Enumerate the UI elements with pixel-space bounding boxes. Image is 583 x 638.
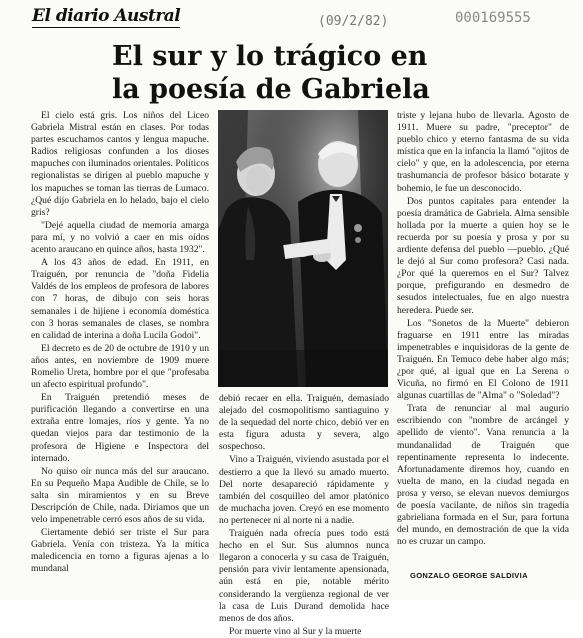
paragraph: debió recaer en ella. Traiguén, demasiado alejado del cosmopolitismo santiaguino y de la sequedad del norte chico, debió ver en esta figura adusta y severa, algo sospechoso.	[219, 393, 389, 453]
paragraph: Dos puntos capitales para entender la poesía dramática de Gabriela. Alma sensible hollada por la muerte a quien hoy se le recuerda por su poesía y prosa y por su ardiente defensa del pueblo —pueblo. ¿Qué le dejó al Sur como profesora? Casi nada. ¿Por qué la queremos en el Sur? Talvez porque, prefigurando en desmedro de sesudos intelectuales, fue en algo nuestra heredera. Puede ser.	[397, 195, 569, 316]
handwritten-archive-code: 000169555	[455, 10, 531, 26]
article-headline: El sur y lo trágico en la poesía de Gabriela	[112, 41, 430, 105]
paragraph: Ciertamente debió ser triste el Sur para Gabriela. Venía con tristeza. Ya la mítica maledicencia en torno a figuras ajenas a lo mundanal	[31, 527, 209, 575]
paragraph: En Traiguén pretendió meses de purificación llegando a convertirse en una extraña entre lomajes, ríos y gente. Ya no quedan viejos para dar testimonio de la profesora de Higiene e Inspectora del internado.	[31, 392, 209, 464]
article-column-2	[219, 393, 389, 637]
paragraph: "Dejé aquella ciudad de memoria amarga para mí, y no volvió a caer en mis oídos acento araucano en quince años, hasta 1932".	[31, 219, 209, 256]
paragraph: Traiguén nada ofrecía pues todo está hecho en el Sur. Sus alumnos nunca llegaron a conocerla y su casa de Traiguén, pensión para vivir lentamente apensionada, aún está en pie, notable mérito considerando la vergüenza regional de ver la casa de Luis Durand demolida hace menos de dos años.	[219, 528, 389, 624]
paragraph: A los 43 años de edad. En 1911, en Traiguén, por renuncia de "doña Fidelia Valdés de los empleos de profesora de labores con 7 horas, de dibujo con seis horas semanales i de hijiene i economía doméstica con 3 horas semanales de clases, se nombra en calidad de interina a doña Lucila Godoi".	[31, 257, 209, 341]
paragraph: Trata de renunciar al mal augurio escribiendo con "nombre de arcángel y apellido de viento". Vana renuncia a la mundanalidad de Traiguén que repentinamente representa lo indecente. Afortunadamente diremos hoy, cuando en vuelta de mano, en la ciudad negada en prosa y verso, se elevan nuevos demiurgos de poesía vacilante, de niños sin tragedia gabrieliana formada en el Sur, para fortuna del mundo, en demostración de que la vida no es cruzar un campo.	[397, 403, 569, 548]
author-byline: GONZALO GEORGE SALDIVIA	[410, 571, 528, 580]
paragraph: Por muerte vino al Sur y la muerte	[229, 625, 362, 637]
paragraph: Vino a Traiguén, viviendo asustada por el destierro a que la llevó su amado muerto. Del norte desapareció rápidamente y también del cosquilleo del amor platónico de muchacha joven. Creyó en ese momento no pertenecer ni al norte ni a nadie.	[219, 454, 389, 526]
paragraph: Los "Sonetos de la Muerte" debieron fraguarse en 1911 entre las miradas impenetrables e inquisidoras de la gente de Traiguén. En Temuco debe haber algo más; ¿por qué, al igual que en La Serena o Vicuña, no firmó en El Colono de 1911 algunas cuartillas de "Alma" o "Soledad"?	[397, 317, 569, 402]
article-column-1	[31, 110, 209, 592]
paragraph: El decreto es de 20 de octubre de 1910 y un años antes, en noviembre de 1909 muere Romelio Ureta, hombre por el que "profesaba un afecto espiritual profundo".	[31, 342, 209, 391]
article-photo	[218, 110, 388, 387]
newspaper-masthead: El diario Austral	[32, 6, 181, 26]
paragraph: No quiso oír nunca más del sur araucano. En su Pequeño Mapa Audible de Chile, se lo salta sin miramientos y en su Breve Descripción de Chile, nada. Diríamos que un velo impenetrable cerró esos años de su vida.	[31, 465, 209, 526]
photo-two-people-ceremony	[218, 110, 388, 387]
article-column-3	[397, 110, 569, 562]
handwritten-date: (09/2/82)	[318, 14, 389, 29]
paragraph: El cielo está gris. Los niños del Liceo Gabriela Mistral están en clases. Por todas partes escuchamos cantos y lengua mapuche. Radios religiosas confunden a los dioses mapuches con iluminados orientales. Políticos regionalistas se dirigen al pueblo mapuche y los mapuches se toman las tierras de Lumaco. ¿Qué dijo Gabriela en lo helado, bajo el cielo gris?	[31, 110, 209, 218]
paragraph: triste y lejana hubo de llevarla. Agosto de 1911. Muere su padre, "preceptor" de pueblo chico y eterno fantasma de su vida mística que en la infancia la llamó "ojitos de cielo" y que, en la adolescencia, por eterna trashumancia de profesor básico botarate y bohemio, le fue un desconocido.	[397, 110, 569, 194]
